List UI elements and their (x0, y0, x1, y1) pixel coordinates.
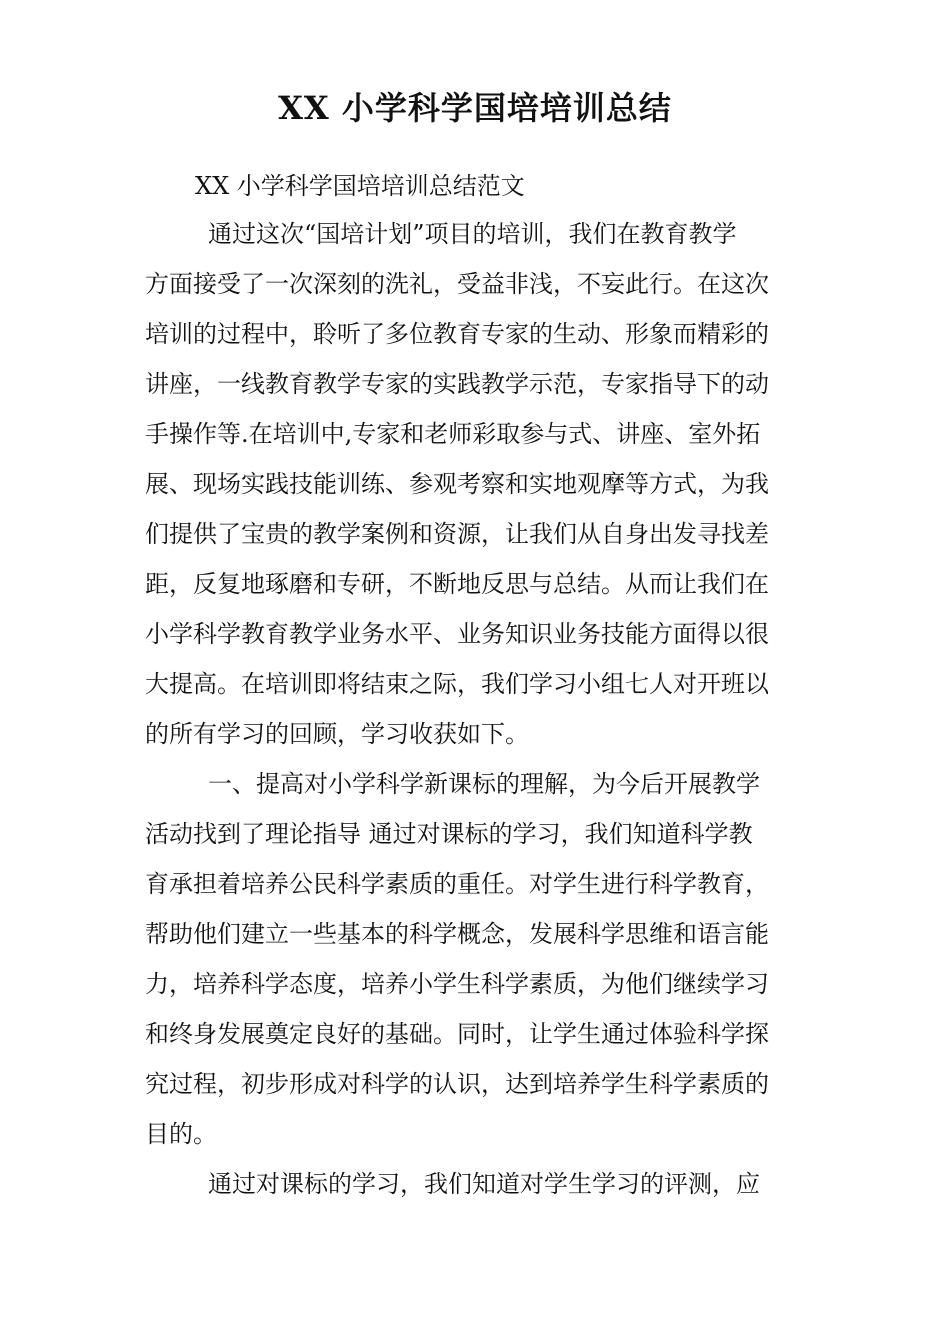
paragraph-line: 培训的过程中，聆听了多位教育专家的生动、形象而精彩的 (145, 320, 769, 348)
paragraph-line: 活动找到了理论指导 通过对课标的学习，我们知道科学教 (145, 820, 753, 848)
paragraph-line: 们提供了宝贵的教学案例和资源，让我们从自身出发寻找差 (145, 520, 769, 548)
paragraph-line: 力，培养科学态度，培养小学生科学素质，为他们继续学习 (145, 970, 769, 998)
paragraph-line: 大提高。在培训即将结束之际，我们学习小组七人对开班以 (145, 670, 769, 698)
paragraph-line: 讲座，一线教育教学专家的实践教学示范，专家指导下的动 (145, 370, 769, 398)
paragraph-line: 究过程，初步形成对科学的认识，达到培养学生科学素质的 (145, 1070, 769, 1098)
document-subtitle: XX 小学科学国培培训总结范文 (195, 172, 525, 200)
paragraph-line: 通过对课标的学习，我们知道对学生学习的评测，应 (208, 1170, 760, 1198)
paragraph-line: 小学科学教育教学业务水平、业务知识业务技能方面得以很 (145, 620, 769, 648)
paragraph-line: 帮助他们建立一些基本的科学概念，发展科学思维和语言能 (145, 920, 769, 948)
paragraph-line: 展、现场实践技能训练、参观考察和实地观摩等方式，为我 (145, 470, 769, 498)
paragraph-line: 方面接受了一次深刻的洗礼，受益非浅，不妄此行。在这次 (145, 270, 769, 298)
paragraph-line: 手操作等.在培训中,专家和老师彩取参与式、讲座、室外拓 (145, 420, 761, 448)
paragraph-line: 和终身发展奠定良好的基础。同时，让学生通过体验科学探 (145, 1020, 769, 1048)
paragraph-line: 距，反复地琢磨和专研，不断地反思与总结。从而让我们在 (145, 570, 769, 598)
section-heading-line: 一、提高对小学科学新课标的理解，为今后开展教学 (208, 770, 760, 798)
paragraph-line: 的所有学习的回顾，学习收获如下。 (145, 720, 529, 748)
document-title: XX 小学科学国培培训总结 (278, 89, 672, 127)
paragraph-line: 通过这次“国培计划”项目的培训，我们在教育教学 (208, 220, 737, 248)
paragraph-line: 育承担着培养公民科学素质的重任。对学生进行科学教育， (145, 870, 769, 898)
paragraph-line: 目的。 (145, 1120, 217, 1148)
